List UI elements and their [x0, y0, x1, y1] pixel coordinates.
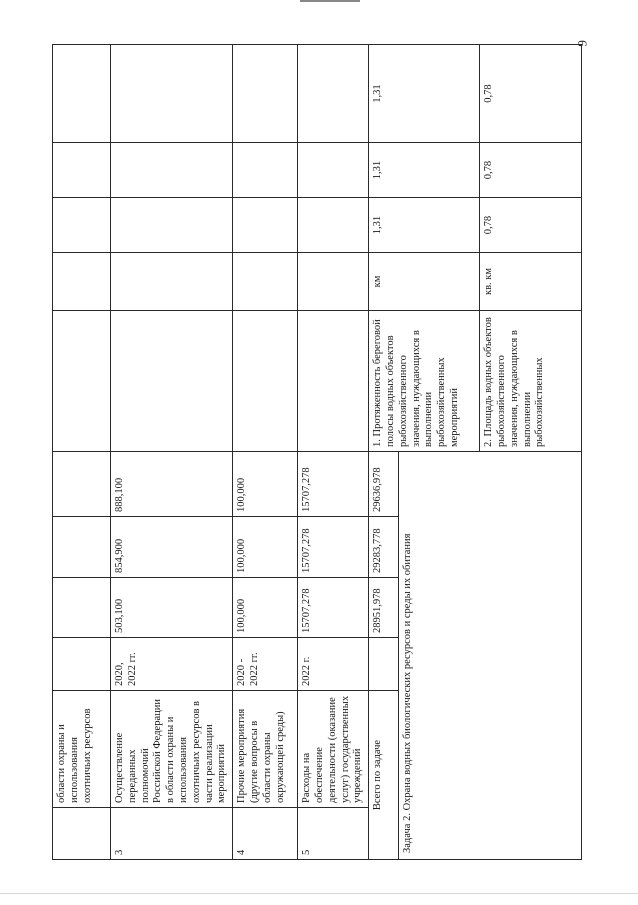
- scan-bottom-line: [0, 893, 638, 894]
- page-number: 6: [575, 40, 590, 47]
- period-cell: 2022 г.: [298, 638, 369, 691]
- row-number-cell: 4: [233, 808, 298, 860]
- table-row: [233, 45, 298, 860]
- value-2021-cell: 15707,278: [298, 517, 369, 578]
- rotated-page-content: [52, 45, 567, 860]
- value-2021-cell: 854,900: [111, 517, 233, 578]
- value-2022-cell: 100,000: [233, 452, 298, 517]
- value-2020-cell: 15707,278: [298, 578, 369, 638]
- value-2022-cell: 15707,278: [298, 452, 369, 517]
- indicator-1-unit-cell: км: [369, 253, 480, 311]
- table-row: [111, 45, 233, 860]
- table-row: [53, 45, 111, 860]
- total-row: [369, 45, 399, 860]
- task-2-heading-cell: Задача 2. Охрана водных биологических ресурсов и среды их обитания: [399, 452, 582, 860]
- period-cell: 2020 - 2022 гг.: [233, 638, 298, 691]
- indicator-1-2021-cell: 1,31: [369, 143, 480, 198]
- indicator-1-2020-cell: 1,31: [369, 198, 480, 253]
- value-2020-cell: 503,100: [111, 578, 233, 638]
- value-2020-cell: 100,000: [233, 578, 298, 638]
- value-2021-cell: 100,000: [233, 517, 298, 578]
- row-name-cell: Осуществление переданных полномочий Российской Федерации в области охраны и использования охотничьих ресурсов в части реализации мероприятий: [111, 691, 233, 808]
- indicator-2-2021-cell: 0,78: [480, 143, 582, 198]
- total-2022-cell: 29636,978: [369, 452, 399, 517]
- program-table: [52, 44, 582, 860]
- indicator-2-cell: 2. Площадь водных объектов рыбохозяйственного значения, нуждающихся в выполнении рыбохозяйственных: [480, 311, 582, 452]
- row-name-cell: Прочие мероприятия (другие вопросы в области охраны окружающей среды): [233, 691, 298, 808]
- indicator-2-2020-cell: 0,78: [480, 198, 582, 253]
- row-number-cell: [53, 808, 111, 860]
- row-name-cell: области охраны и использования охотничьих ресурсов: [53, 691, 111, 808]
- value-2022-cell: 888,100: [111, 452, 233, 517]
- row-name-cell: Расходы на обеспечение деятельности (оказание услуг) государственных учреждений: [298, 691, 369, 808]
- total-label-cell: Всего по задаче: [369, 691, 399, 860]
- indicator-2-unit-cell: кв. км: [480, 253, 582, 311]
- indicator-1-2022-cell: 1,31: [369, 45, 480, 143]
- total-2021-cell: 29283,778: [369, 517, 399, 578]
- indicator-2-2022-cell: 0,78: [480, 45, 582, 143]
- table-row: [298, 45, 369, 860]
- indicator-1-cell: 1. Протяженность береговой полосы водных объектов рыбохозяйственного значения, нуждающихся в выполнении рыбохозяйственных мероприятий: [369, 311, 480, 452]
- total-2020-cell: 28951,978: [369, 578, 399, 638]
- period-cell: 2020, 2022 гг.: [111, 638, 233, 691]
- row-number-cell: 5: [298, 808, 369, 860]
- row-number-cell: 3: [111, 808, 233, 860]
- scan-top-mark: [300, 0, 360, 2]
